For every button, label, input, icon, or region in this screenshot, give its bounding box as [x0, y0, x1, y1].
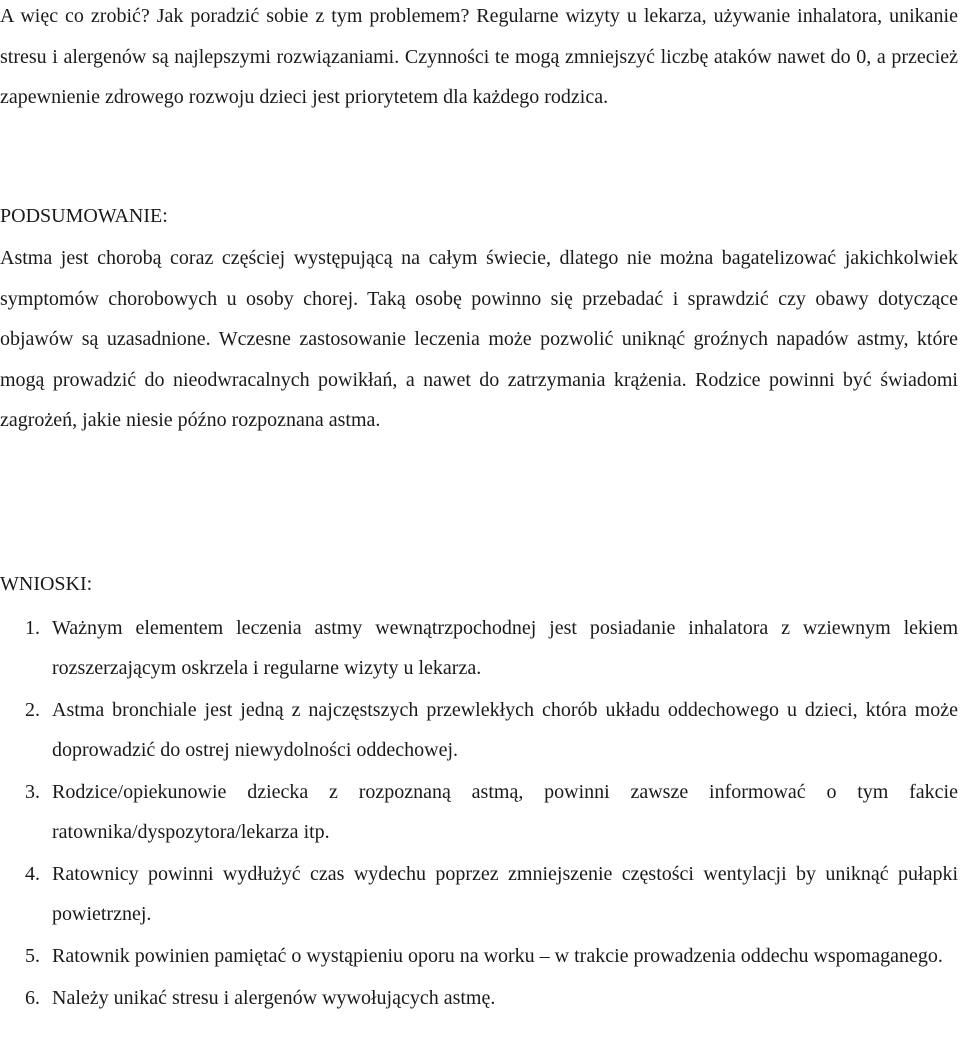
intro-paragraph: A więc co zrobić? Jak poradzić sobie z tym problemem? Regularne wizyty u lekarza, używanie inhalatora, unikanie stresu i alergenów są najlepszymi rozwiązaniami. Czynności te mogą zmniejszyć liczbę ataków nawet do 0, a przecież zapewnienie zdrowego rozwoju dzieci jest priorytetem dla każdego rodzica.	[0, 5, 958, 109]
list-item-text: Należy unikać stresu i alergenów wywołujących astmę.	[52, 987, 496, 1009]
list-item-number: 1.	[25, 617, 40, 639]
list-item	[0, 854, 960, 934]
list-item-text: Rodzice/opiekunowie dziecka z rozpoznaną astmą, powinni zawsze informować o tym fakcie ratownika/dyspozytora/lekarza itp.	[52, 781, 958, 843]
list-item-number: 6.	[25, 987, 40, 1009]
list-item-text: Astma bronchiale jest jedną z najczęstszych przewlekłych chorób układu oddechowego u dzieci, która może doprowadzić do ostrej niewydolności oddechowej.	[52, 699, 958, 761]
list-item	[0, 936, 960, 976]
list-item-number: 5.	[25, 945, 40, 967]
list-item-number: 4.	[25, 863, 40, 885]
list-item-number: 3.	[25, 781, 40, 803]
list-item	[0, 690, 960, 770]
list-item-text: Ratownik powinien pamiętać o wystąpieniu oporu na worku – w trakcie prowadzenia oddechu wspomaganego.	[52, 945, 943, 967]
summary-heading: PODSUMOWANIE:	[0, 205, 168, 227]
summary-paragraph: Astma jest chorobą coraz częściej występującą na całym świecie, dlatego nie można bagatelizować jakichkolwiek symptomów chorobowych u osoby chorej. Taką osobę powinno się przebadać i sprawdzić czy obawy dotyczące objawów są uzasadnione. Wczesne zastosowanie leczenia może pozwolić uniknąć groźnych napadów astmy, które mogą prowadzić do nieodwracalnych powikłań, a nawet do zatrzymania krążenia. Rodzice powinni być świadomi zagrożeń, jakie niesie późno rozpoznana astma.	[0, 247, 958, 432]
list-item	[0, 608, 960, 688]
list-item	[0, 772, 960, 852]
list-item-text: Ważnym elementem leczenia astmy wewnątrzpochodnej jest posiadanie inhalatora z wziewnym lekiem rozszerzającym oskrzela i regularne wizyty u lekarza.	[52, 617, 958, 679]
conclusions-heading: WNIOSKI:	[0, 573, 93, 595]
list-item-text: Ratownicy powinni wydłużyć czas wydechu poprzez zmniejszenie częstości wentylacji by uniknąć pułapki powietrznej.	[52, 863, 958, 925]
conclusions-list	[0, 608, 960, 1020]
list-item	[0, 978, 960, 1018]
list-item-number: 2.	[25, 699, 40, 721]
